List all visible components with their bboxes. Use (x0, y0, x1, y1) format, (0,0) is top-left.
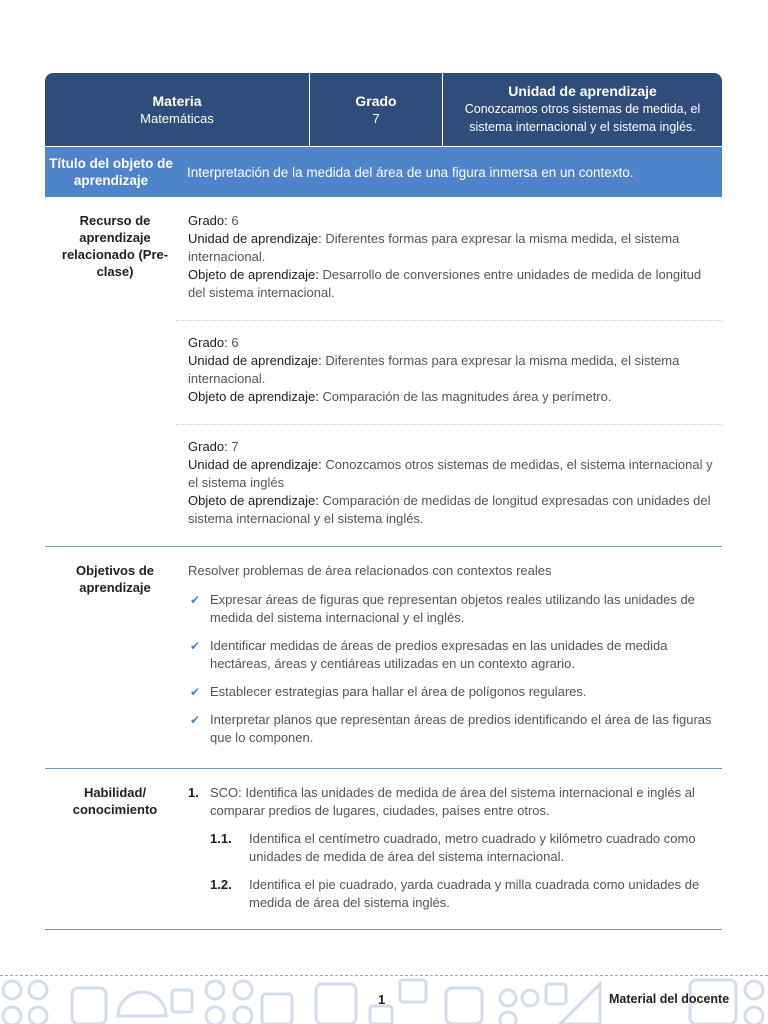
objeto-value: Desarrollo de conversiones entre unidades de medida de longitud del sistema internacional. (188, 267, 702, 300)
dotted-divider (176, 320, 722, 321)
objetivo-text: Identificar medidas de áreas de predios expresadas en las unidades de medida hectáreas, áreas y centiáreas utilizadas en un contexto agrario. (210, 638, 668, 671)
objetivos-intro: Resolver problemas de área relacionados con contextos reales (188, 563, 552, 578)
objeto-key: Objeto de aprendizaje: (188, 267, 319, 282)
sub-item-number: 1.1. (210, 831, 232, 846)
check-icon: ✔ (190, 713, 201, 727)
habilidad-body (188, 784, 722, 912)
titulo-value: Interpretación de la medida del área de una figura inmersa en un contexto. (187, 164, 634, 180)
unidad-value: Conozcamos otros sistemas de medida, el sistema internacional y el sistema inglés. (464, 102, 701, 134)
objetivos-label: Objetivos de aprendizaje (75, 563, 155, 595)
check-icon: ✔ (190, 593, 201, 607)
section-divider (45, 768, 722, 769)
grado-key: Grado: (188, 335, 228, 350)
page-number: 1 (378, 992, 386, 1007)
objetivo-text: Interpretar planos que representan áreas de predios identificando el área de las figuras que lo componen. (210, 712, 712, 745)
objetivo-text: Establecer estrategias para hallar el área de polígonos regulares. (210, 684, 587, 699)
recursos-label: Recurso de aprendizaje relacionado (Pre-clase) (61, 213, 169, 279)
titulo-objeto-row (45, 147, 722, 197)
objetivos-body (188, 562, 722, 757)
list-item (188, 711, 722, 747)
grado-label: Grado (355, 92, 397, 109)
grado-cell (310, 73, 443, 146)
check-icon: ✔ (190, 685, 201, 699)
grado-value: 7 (372, 110, 380, 126)
objetivos-row (45, 562, 722, 762)
unidad-value: Diferentes formas para expresar la misma medida, el sistema internacional. (188, 231, 680, 264)
unidad-value: Conozcamos otros sistemas de medidas, el sistema internacional y el sistema inglés (188, 457, 713, 490)
materia-value: Matemáticas (140, 110, 214, 126)
sub-item (188, 876, 722, 912)
habilidad-text: SCO: Identifica las unidades de medida de área del sistema internacional e inglés al comparar predios de lugares, ciudades, países entre otros. (210, 785, 695, 818)
grado-value: 6 (231, 335, 239, 350)
habilidad-label: Habilidad/ conocimiento (72, 785, 158, 817)
list-item (188, 683, 722, 701)
sub-item (188, 830, 722, 866)
objeto-value: Comparación de medidas de longitud expresadas con unidades del sistema internacional y el sistema inglés. (188, 493, 711, 526)
sub-item-text: Identifica el pie cuadrado, yarda cuadrada y milla cuadrada como unidades de medida de área del sistema inglés. (249, 877, 700, 910)
list-item (188, 637, 722, 673)
course-header-table (45, 73, 722, 146)
recurso-item (188, 212, 722, 302)
recurso-item (188, 334, 722, 406)
objeto-key: Objeto de aprendizaje: (188, 389, 319, 404)
materia-cell (45, 73, 310, 146)
objetivo-text: Expresar áreas de figuras que representan objetos reales utilizando las unidades de medida del sistema internacional y el inglés. (210, 592, 695, 625)
recurso-item (188, 438, 722, 528)
list-item (188, 591, 722, 627)
section-divider (45, 929, 722, 930)
grado-key: Grado: (188, 213, 228, 228)
recursos-row (45, 212, 722, 542)
materia-label: Materia (152, 92, 202, 109)
unidad-value: Diferentes formas para expresar la misma medida, el sistema internacional. (188, 353, 680, 386)
habilidad-item (188, 784, 722, 820)
check-icon: ✔ (190, 639, 201, 653)
grado-value: 6 (231, 213, 239, 228)
section-divider (45, 546, 722, 547)
grado-key: Grado: (188, 439, 228, 454)
grado-value: 7 (231, 439, 239, 454)
unidad-cell (443, 73, 722, 146)
unidad-label: Unidad de aprendizaje (508, 83, 657, 99)
item-number: 1. (188, 785, 199, 800)
unidad-key: Unidad de aprendizaje: (188, 353, 322, 368)
unidad-key: Unidad de aprendizaje: (188, 231, 322, 246)
objeto-value: Comparación de las magnitudes área y perímetro. (322, 389, 612, 404)
sub-item-number: 1.2. (210, 877, 232, 892)
sub-item-text: Identifica el centímetro cuadrado, metro cuadrado y kilómetro cuadrado como unidades de medida de área del sistema internacional. (249, 831, 696, 864)
objeto-key: Objeto de aprendizaje: (188, 493, 319, 508)
habilidad-row (45, 784, 722, 924)
unidad-key: Unidad de aprendizaje: (188, 457, 322, 472)
titulo-label: Título del objeto de aprendizaje (49, 156, 173, 188)
dotted-divider (176, 424, 722, 425)
material-docente-label: Material del docente (609, 992, 730, 1006)
